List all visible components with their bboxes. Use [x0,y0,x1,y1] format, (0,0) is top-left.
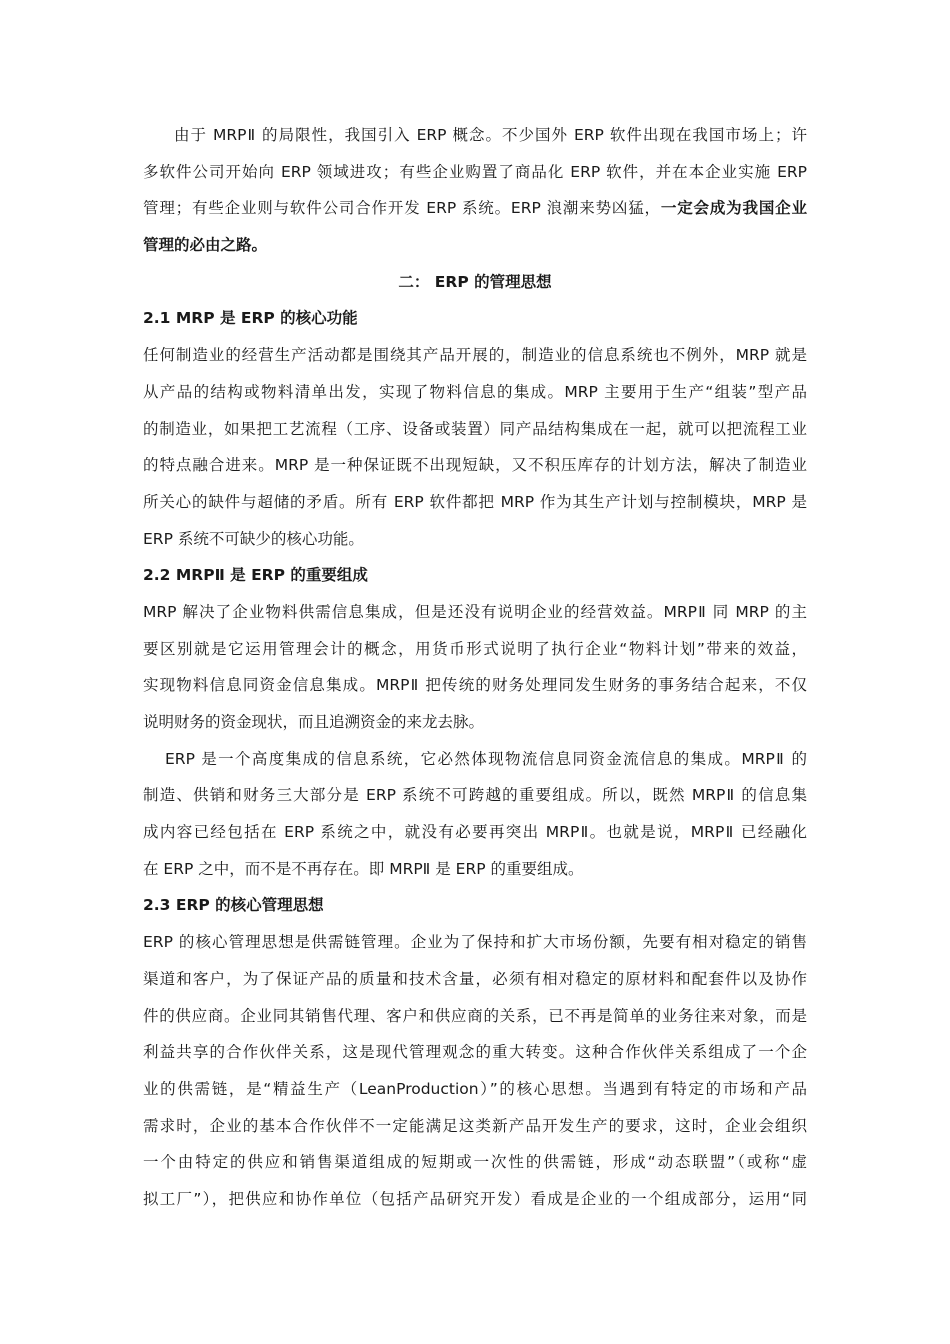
bold-text: 一定会成为我国企业 [660,199,807,218]
text-line: 利益共享的合作伙伴关系，这是现代管理观念的重大转变。这种合作伙伴关系组成了一个企 [143,1043,807,1062]
text-line: 一个由特定的供应和销售渠道组成的短期或一次性的供需链，形成“动态联盟”（或称“虚 [143,1153,807,1172]
text-line: 说明财务的资金现状，而且追溯资金的来龙去脉。 [143,713,485,731]
text-line: 实现物料信息同资金信息集成。MRPⅡ 把传统的财务处理同发生财务的事务结合起来，不仅 [143,676,807,695]
text-line: 需求时，企业的基本合作伙伴不一定能满足这类新产品开发生产的要求，这时，企业会组织 [143,1116,807,1135]
subsection-heading: 2.3 ERP 的核心管理思想 [143,896,324,915]
text-line: 的制造业，如果把工艺流程（工序、设备或装置）同产品结构集成在一起，就可以把流程工业 [143,419,807,438]
text-line: ERP 的核心管理思想是供需链管理。企业为了保持和扩大市场份额，先要有相对稳定的销售 [143,933,807,952]
text-line: 任何制造业的经营生产活动都是围绕其产品开展的，制造业的信息系统也不例外，MRP 就是 [143,346,807,365]
intro-paragraph [143,117,807,264]
subsection-heading: 2.2 MRPⅡ 是 ERP 的重要组成 [143,566,368,585]
text-line: 的特点融合进来。MRP 是一种保证既不出现短缺，又不积压库存的计划方法，解决了制造业 [143,456,807,475]
text-line: 制造、供销和财务三大部分是 ERP 系统不可跨越的重要组成。所以，既然 MRPⅡ 的信息集 [143,786,807,805]
text-line: 在 ERP 之中，而不是不再存在。即 MRPⅡ 是 ERP 的重要组成。 [143,859,584,878]
text-line: 渠道和客户，为了保证产品的质量和技术含量，必须有相对稳定的原材料和配套件以及协作 [143,969,807,988]
text-line: 拟工厂”），把供应和协作单位（包括产品研究开发）看成是企业的一个组成部分，运用“同 [143,1189,807,1208]
text-line: 从产品的结构或物料清单出发，实现了物料信息的集成。MRP 主要用于生产“组装”型产品 [143,382,807,401]
document-page [143,117,807,1218]
text-line: MRP 解决了企业物料供需信息集成，但是还没有说明企业的经营效益。MRPⅡ 同 MRP 的主 [143,602,807,621]
text-line: 由于 MRPⅡ 的局限性，我国引入 ERP 概念。不少国外 ERP 软件出现在我国市场上；许 [174,126,807,144]
text-line: 管理的必由之路。 [143,236,268,255]
subsection-heading: 2.1 MRP 是 ERP 的核心功能 [143,309,358,328]
text-line: 业的供需链，是“精益生产（LeanProduction）”的核心思想。当遇到有特定的市场和产品 [143,1079,807,1098]
text-line: 多软件公司开始向 ERP 领域进攻；有些企业购置了商品化 ERP 软件，并在本企业实施 ERP [143,162,807,181]
section-2-3 [143,887,807,1217]
text-line: 要区别就是它运用管理会计的概念，用货币形式说明了执行企业“物料计划”带来的效益， [143,639,807,658]
section-2-2 [143,557,807,887]
text-line: 件的供应商。企业同其销售代理、客户和供应商的关系，已不再是简单的业务往来对象，而是 [143,1006,807,1025]
text-line: ERP 系统不可缺少的核心功能。 [143,529,364,548]
text-line: 所关心的缺件与超储的矛盾。所有 ERP 软件都把 MRP 作为其生产计划与控制模块，MRP 是 [143,492,807,511]
section-2-1 [143,300,807,557]
section-title: 二： ERP 的管理思想 [398,272,552,291]
text-line: 成内容已经包括在 ERP 系统之中，就没有必要再突出 MRPⅡ。也就是说，MRPⅡ 已经融化 [143,823,807,842]
text-line [143,190,807,227]
text-line: ERP 是一个高度集成的信息系统，它必然体现物流信息同资金流信息的集成。MRPⅡ 的 [165,749,807,768]
text-span: 管理；有些企业则与软件公司合作开发 ERP 系统。ERP 浪潮来势凶猛， [143,199,661,218]
